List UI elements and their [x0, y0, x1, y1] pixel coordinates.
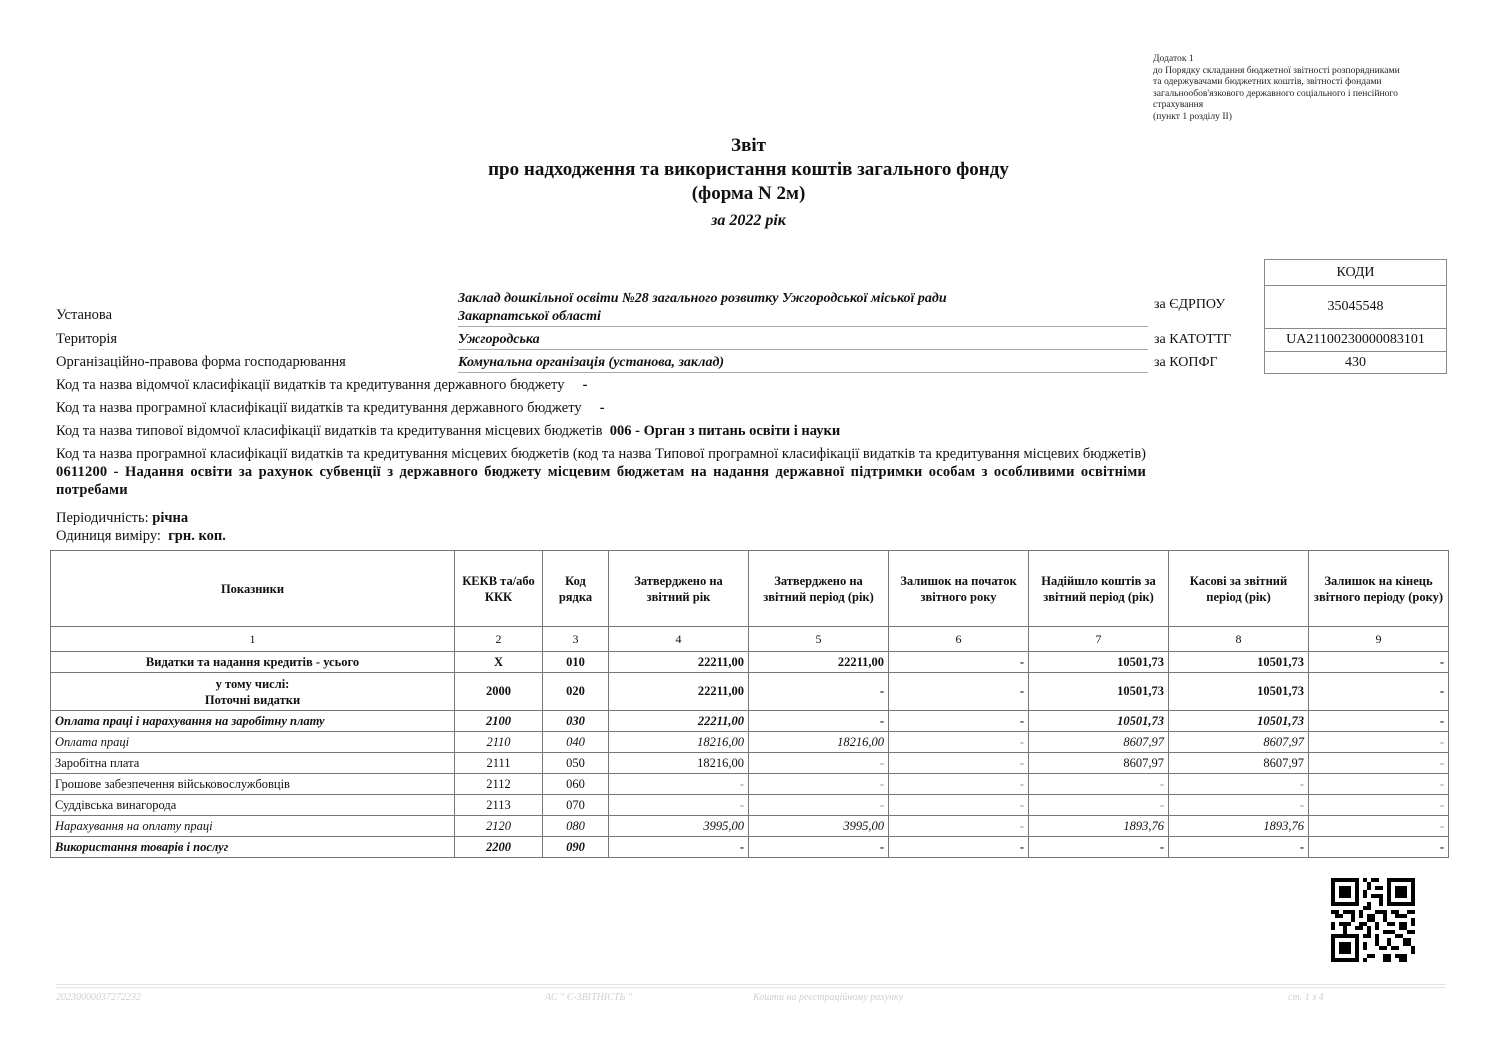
footer-divider	[56, 987, 1446, 988]
cell-approved-year: 22211,00	[609, 711, 749, 732]
prog-local-value: 0611200 - Надання освіти за рахунок субвенції з державного бюджету місцевим бюджетам на надання державної підтримки особам з особливими освітніми потребами	[56, 464, 1146, 498]
header-cash: Касові за звітний період (рік)	[1169, 551, 1309, 627]
header-row-code: Код рядка	[543, 551, 609, 627]
periodicity	[56, 510, 188, 527]
unit-label: Одиниця виміру:	[56, 528, 161, 544]
cell-approved-period: 18216,00	[749, 732, 889, 753]
institution-label: Установа	[56, 307, 113, 323]
row-kekv: 2112	[455, 774, 543, 795]
cell-approved-year: -	[609, 795, 749, 816]
row-code: 050	[543, 753, 609, 774]
cell-cash: 1893,76	[1169, 816, 1309, 837]
cell-approved-period: -	[749, 753, 889, 774]
column-number: 5	[749, 627, 889, 652]
unit-value: грн. коп.	[168, 528, 226, 544]
header-balance-end: Залишок на кінець звітного періоду (року)	[1309, 551, 1449, 627]
qr-code-icon	[1331, 878, 1415, 962]
edrpou-code: 35045548	[1265, 285, 1446, 328]
row-kekv: 2100	[455, 711, 543, 732]
cell-balance-start: -	[889, 816, 1029, 837]
katottg-code: UA21100230000083101	[1265, 328, 1446, 351]
dept-local-classification	[56, 423, 840, 440]
cell-approved-year: 22211,00	[609, 673, 749, 711]
appendix-line: страхування	[1153, 99, 1204, 111]
prog-local-classification	[56, 445, 1146, 499]
periodicity-value: річна	[152, 510, 189, 526]
column-number-row	[51, 627, 1449, 652]
cell-balance-start: -	[889, 673, 1029, 711]
cell-balance-end: -	[1309, 795, 1449, 816]
column-number: 4	[609, 627, 749, 652]
appendix-line: та одержувачами бюджетних коштів, звітності фондами	[1153, 76, 1382, 88]
cell-received: -	[1029, 795, 1169, 816]
appendix-line: загальнообов'язкового державного соціального і пенсійного	[1153, 87, 1398, 99]
cell-balance-start: -	[889, 774, 1029, 795]
row-kekv: 2120	[455, 816, 543, 837]
footer-doc-id: 20230000037272232	[56, 992, 141, 1003]
cell-received: 8607,97	[1029, 732, 1169, 753]
cell-approved-year: 3995,00	[609, 816, 749, 837]
cell-balance-end: -	[1309, 732, 1449, 753]
cell-cash: -	[1169, 837, 1309, 858]
header-approved-year: Затверджено на звітний рік	[609, 551, 749, 627]
dept-local-label: Код та назва типової відомчої класифікації видатків та кредитування місцевих бюджетів	[56, 423, 603, 439]
column-number: 2	[455, 627, 543, 652]
row-code: 020	[543, 673, 609, 711]
unit-of-measure	[56, 528, 226, 545]
cell-cash: -	[1169, 774, 1309, 795]
row-name	[51, 673, 455, 711]
cell-approved-year: 22211,00	[609, 652, 749, 673]
prog-state-classification	[56, 400, 605, 417]
org-form-value: Комунальна організація (установа, заклад)	[458, 354, 1148, 373]
appendix-line: до Порядку складання бюджетної звітності розпорядниками	[1153, 64, 1400, 76]
cell-cash: 10501,73	[1169, 711, 1309, 732]
cell-balance-end: -	[1309, 652, 1449, 673]
cell-balance-start: -	[889, 837, 1029, 858]
row-kekv: 2200	[455, 837, 543, 858]
cell-cash: 10501,73	[1169, 673, 1309, 711]
row-code: 090	[543, 837, 609, 858]
cell-received: -	[1029, 774, 1169, 795]
header-indicators: Показники	[51, 551, 455, 627]
katottg-label: за КАТОТТГ	[1154, 332, 1232, 347]
table-row	[51, 753, 1449, 774]
territory-label: Територія	[56, 331, 118, 347]
cell-balance-start: -	[889, 652, 1029, 673]
prog-state-label: Код та назва програмної класифікації видатків та кредитування державного бюджету	[56, 400, 582, 416]
institution-name-line-1: Заклад дошкільної освіти №28 загального розвитку Ужгородської міської ради	[458, 291, 947, 306]
column-number: 8	[1169, 627, 1309, 652]
row-code: 040	[543, 732, 609, 753]
cell-received: 10501,73	[1029, 711, 1169, 732]
kopfg-label: за КОПФГ	[1154, 355, 1218, 370]
cell-approved-period: -	[749, 673, 889, 711]
cell-balance-start: -	[889, 732, 1029, 753]
cell-approved-period: -	[749, 711, 889, 732]
row-code: 030	[543, 711, 609, 732]
dept-state-label: Код та назва відомчої класифікації видатків та кредитування державного бюджету	[56, 377, 565, 393]
table-row	[51, 837, 1449, 858]
cell-cash: 8607,97	[1169, 753, 1309, 774]
report-title	[300, 134, 1197, 231]
column-number: 3	[543, 627, 609, 652]
territory-value: Ужгородська	[458, 331, 1148, 350]
row-name: Оплата праці	[51, 732, 455, 753]
cell-approved-year: 18216,00	[609, 732, 749, 753]
periodicity-label: Періодичність:	[56, 510, 149, 526]
cell-balance-end: -	[1309, 837, 1449, 858]
row-code: 070	[543, 795, 609, 816]
cell-approved-period: 22211,00	[749, 652, 889, 673]
dept-state-classification	[56, 377, 587, 394]
cell-received: 8607,97	[1029, 753, 1169, 774]
cell-received: 10501,73	[1029, 673, 1169, 711]
column-number: 1	[51, 627, 455, 652]
codes-header: КОДИ	[1336, 265, 1375, 280]
cell-cash: -	[1169, 795, 1309, 816]
header-kekv: КЕКВ та/або ККК	[455, 551, 543, 627]
footer-divider	[56, 984, 1446, 985]
row-kekv: 2113	[455, 795, 543, 816]
kopfg-code: 430	[1265, 351, 1446, 373]
appendix-line: Додаток 1	[1153, 53, 1194, 64]
cell-balance-start: -	[889, 795, 1029, 816]
institution-value	[458, 290, 1148, 327]
title-line-2: про надходження та використання коштів загального фонду	[488, 159, 1009, 180]
table-row	[51, 732, 1449, 753]
footer-page: ст. 1 з 4	[1288, 992, 1324, 1003]
row-name: Оплата праці і нарахування на заробітну плату	[51, 711, 455, 732]
cell-balance-start: -	[889, 753, 1029, 774]
row-kekv: 2000	[455, 673, 543, 711]
cell-balance-end: -	[1309, 673, 1449, 711]
cell-approved-period: 3995,00	[749, 816, 889, 837]
cell-cash: 8607,97	[1169, 732, 1309, 753]
title-line-1: Звіт	[731, 135, 766, 156]
row-kekv: 2111	[455, 753, 543, 774]
row-name: Нарахування на оплату праці	[51, 816, 455, 837]
table-row	[51, 774, 1449, 795]
table-row	[51, 711, 1449, 732]
table-row	[51, 652, 1449, 673]
cell-balance-start: -	[889, 711, 1029, 732]
cell-balance-end: -	[1309, 816, 1449, 837]
prog-local-label: Код та назва програмної класифікації видатків та кредитування місцевих бюджетів (код та назва Типової програмної класифікації видатків та кредитування місцевих бюджетів)	[56, 446, 1146, 462]
title-period: за 2022 рік	[711, 212, 786, 229]
row-name: Використання товарів і послуг	[51, 837, 455, 858]
header-balance-start: Залишок на початок звітного року	[889, 551, 1029, 627]
cell-approved-year: 18216,00	[609, 753, 749, 774]
cell-balance-end: -	[1309, 711, 1449, 732]
report-table	[50, 550, 1449, 858]
column-number: 7	[1029, 627, 1169, 652]
institution-name-line-2: Закарпатської області	[458, 309, 601, 324]
cell-cash: 10501,73	[1169, 652, 1309, 673]
cell-approved-year: -	[609, 837, 749, 858]
table-row	[51, 816, 1449, 837]
codes-box	[1264, 259, 1447, 374]
table-row	[51, 673, 1449, 711]
row-code: 080	[543, 816, 609, 837]
row-code: 010	[543, 652, 609, 673]
cell-approved-period: -	[749, 774, 889, 795]
footer-account-note: Кошти на реєстраційному рахунку	[753, 992, 904, 1003]
cell-balance-end: -	[1309, 774, 1449, 795]
row-name-line-1: у тому числі:	[215, 676, 290, 691]
column-number: 6	[889, 627, 1029, 652]
row-name-line-2: Поточні видатки	[204, 692, 301, 707]
footer-system: АС " Є-ЗВІТНІСТЬ "	[545, 992, 633, 1003]
dept-state-value: -	[582, 377, 588, 393]
cell-received: 10501,73	[1029, 652, 1169, 673]
cell-balance-end: -	[1309, 753, 1449, 774]
org-form-label: Організаційно-правова форма господарювання	[56, 354, 346, 370]
prog-state-value: -	[599, 400, 605, 416]
title-form-number: (форма N 2м)	[691, 183, 806, 204]
row-name: Заробітна плата	[51, 753, 455, 774]
row-kekv: 2110	[455, 732, 543, 753]
header-received: Надійшло коштів за звітний період (рік)	[1029, 551, 1169, 627]
cell-approved-period: -	[749, 795, 889, 816]
dept-local-value: 006 - Орган з питань освіти і науки	[609, 423, 841, 439]
cell-received: -	[1029, 837, 1169, 858]
column-number: 9	[1309, 627, 1449, 652]
row-name: Грошове забезпечення військовослужбовців	[51, 774, 455, 795]
header-approved-period: Затверджено на звітний період (рік)	[749, 551, 889, 627]
cell-approved-year: -	[609, 774, 749, 795]
appendix-note	[1153, 53, 1443, 123]
row-code: 060	[543, 774, 609, 795]
row-kekv: X	[455, 652, 543, 673]
row-name: Суддівська винагорода	[51, 795, 455, 816]
table-header-row	[51, 551, 1449, 627]
table-row	[51, 795, 1449, 816]
edrpou-label: за ЄДРПОУ	[1154, 297, 1226, 312]
cell-received: 1893,76	[1029, 816, 1169, 837]
cell-approved-period: -	[749, 837, 889, 858]
appendix-line: (пункт 1 розділу II)	[1153, 110, 1232, 122]
row-name: Видатки та надання кредитів - усього	[51, 652, 455, 673]
